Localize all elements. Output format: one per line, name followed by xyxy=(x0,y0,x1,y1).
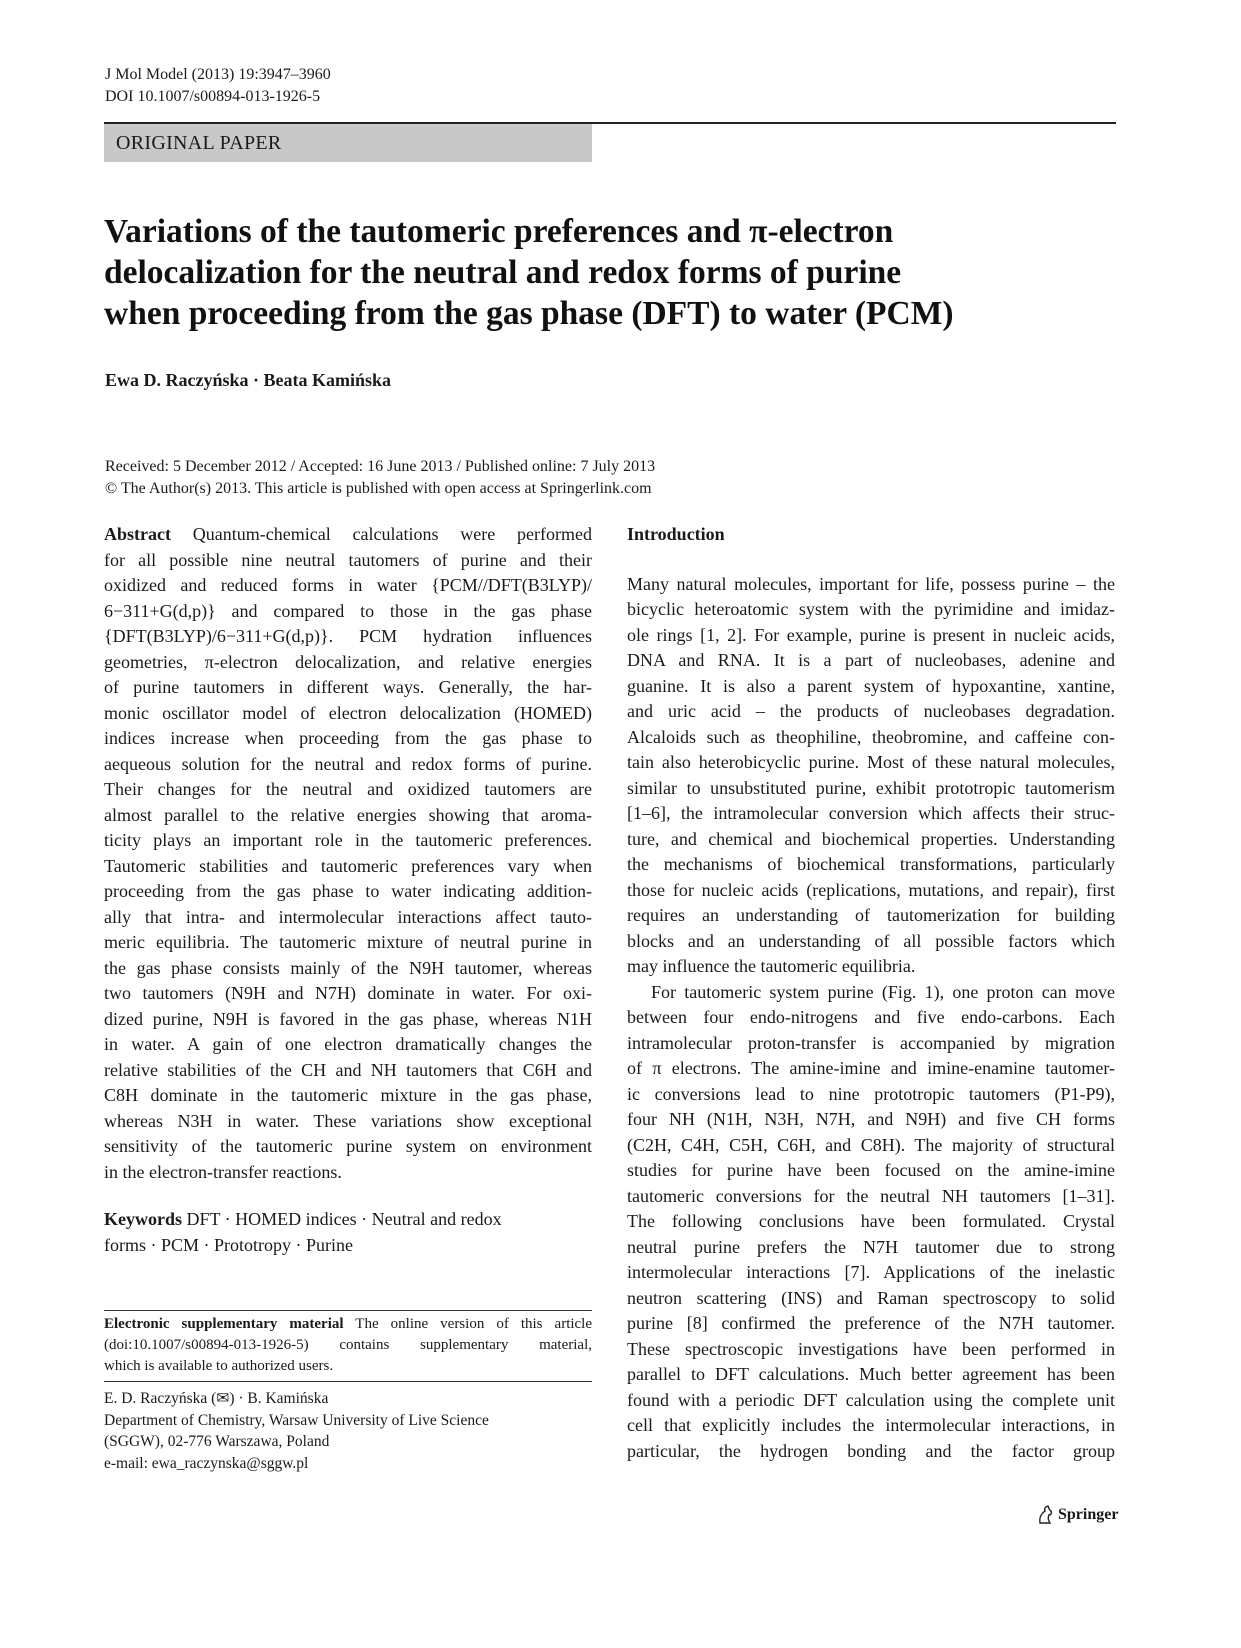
publisher-name: Springer xyxy=(1058,1506,1119,1523)
intro-line: The following conclusions have been formulated. Crystal xyxy=(627,1211,1115,1231)
abstract-line: geometries, π-electron delocalization, and relative energies xyxy=(104,651,592,672)
keywords-line: Keywords DFT · HOMED indices · Neutral and redox xyxy=(104,1209,502,1229)
journal-citation: J Mol Model (2013) 19:3947–3960 xyxy=(105,66,331,83)
title-line: delocalization for the neutral and redox forms of purine xyxy=(104,254,902,291)
keywords-heading: Keywords xyxy=(104,1209,182,1229)
abstract-line: dized purine, N9H is favored in the gas phase, whereas N1H xyxy=(104,1008,592,1029)
intro-line: similar to unsubstituted purine, exhibit prototropic tautomerism xyxy=(627,777,1115,798)
spacer xyxy=(627,548,1115,572)
title-line: when proceeding from the gas phase (DFT) to water (PCM) xyxy=(104,295,954,332)
keywords xyxy=(104,1207,592,1258)
intro-line: studies for purine have been focused on the amine-imine xyxy=(627,1160,1115,1180)
abstract-line: meric equilibria. The tautomeric mixture of neutral purine in xyxy=(104,932,592,952)
intro-line: guanine. It is also a parent system of hypoxantine, xantine, xyxy=(627,675,1115,696)
intro-line: between four endo-nitrogens and five endo-carbons. Each xyxy=(627,1007,1115,1027)
abstract-line: indices increase when proceeding from the gas phase to xyxy=(104,728,592,748)
title-line: Variations of the tautomeric preferences and π-electron xyxy=(104,213,894,250)
intro-line: particular, the hydrogen bonding and the factor group xyxy=(627,1440,1115,1461)
intro-line: those for nucleic acids (replications, mutations, and repair), first xyxy=(627,879,1115,900)
intro-line: of π electrons. The amine-imine and imine-enamine tautomer- xyxy=(627,1058,1115,1078)
intro-line: (C2H, C4H, C5H, C6H, and C8H). The majority of structural xyxy=(627,1134,1115,1155)
abstract-line: Abstract Quantum-chemical calculations were performed xyxy=(104,524,592,544)
date-history: Received: 5 December 2012 / Accepted: 16 June 2013 / Published online: 7 July 2013 xyxy=(105,458,656,475)
abstract-line: in the electron-transfer reactions. xyxy=(104,1161,342,1182)
journal-info xyxy=(105,64,331,108)
intro-line: For tautomeric system purine (Fig. 1), one proton can move xyxy=(651,981,1115,1002)
abstract-line: ally that intra- and intermolecular interactions affect tauto- xyxy=(104,906,592,927)
abstract-line: monic oscillator model of electron delocalization (HOMED) xyxy=(104,702,592,723)
intro-line: and uric acid – the products of nucleobases degradation. xyxy=(627,701,1115,721)
intro-line: neutral purine prefers the N7H tautomer due to strong xyxy=(627,1236,1115,1257)
abstract-line: for all possible nine neutral tautomers of purine and their xyxy=(104,549,592,570)
abstract-line: C8H dominate in the tautomeric mixture in the gas phase, xyxy=(104,1085,592,1105)
intro-line: the mechanisms of biochemical transformations, particularly xyxy=(627,854,1115,874)
left-column xyxy=(104,522,592,1258)
intro-line: may influence the tautomeric equilibria. xyxy=(627,956,916,976)
intro-line: tain also heterobicyclic purine. Most of these natural molecules, xyxy=(627,752,1115,772)
abstract-line: {DFT(B3LYP)/6−311+G(d,p)}. PCM hydration influences xyxy=(104,626,592,646)
right-column xyxy=(627,522,1115,1464)
abstract-heading: Abstract xyxy=(104,524,171,544)
intro-line: ic conversions lead to nine prototropic tautomers (P1-P9), xyxy=(627,1083,1115,1104)
copyright-line: © The Author(s) 2013. This article is published with open access at Springerlink.com xyxy=(105,480,652,497)
intro-line: requires an understanding of tautomerization for building xyxy=(627,905,1115,925)
intro-line: tautomeric conversions for the neutral NH tautomers [1–31]. xyxy=(627,1185,1115,1206)
abstract-line: the gas phase consists mainly of the N9H tautomer, whereas xyxy=(104,957,592,978)
publisher-logo xyxy=(1036,1505,1118,1525)
abstract-line: relative stabilities of the CH and NH tautomers that C6H and xyxy=(104,1059,592,1080)
paper-title xyxy=(104,211,1114,334)
intro-line: purine [8] confirmed the preference of the N7H tautomer. xyxy=(627,1313,1115,1333)
abstract-line: almost parallel to the relative energies showing that aroma- xyxy=(104,804,592,825)
abstract-line: Their changes for the neutral and oxidized tautomers are xyxy=(104,779,592,799)
abstract-line: in water. A gain of one electron dramatically changes the xyxy=(104,1034,592,1054)
intro-line: DNA and RNA. It is a part of nucleobases, adenine and xyxy=(627,650,1115,670)
intro-line: neutron scattering (INS) and Raman spectroscopy to solid xyxy=(627,1287,1115,1308)
intro-line: ole rings [1, 2]. For example, purine is present in nucleic acids, xyxy=(627,624,1115,645)
abstract-line: Tautomeric stabilities and tautomeric preferences vary when xyxy=(104,855,592,876)
keywords-line: forms · PCM · Prototropy · Purine xyxy=(104,1234,353,1255)
supplementary-material-note xyxy=(104,1314,592,1377)
abstract-line: of purine tautomers in different ways. Generally, the har- xyxy=(104,677,592,697)
intro-line: ture, and chemical and biochemical properties. Understanding xyxy=(627,828,1115,849)
author-affiliation xyxy=(104,1388,592,1474)
publication-dates xyxy=(105,456,655,500)
intro-line: blocks and an understanding of all possible factors which xyxy=(627,930,1115,951)
supplementary-line: which is available to authorized users. xyxy=(104,1358,334,1374)
intro-line: bicyclic heteroatomic system with the pyrimidine and imidaz- xyxy=(627,599,1115,619)
intro-line: [1–6], the intramolecular conversion which affects their struc- xyxy=(627,803,1115,823)
intro-line: cell that explicitly includes the intermolecular interactions, in xyxy=(627,1415,1115,1435)
supplementary-heading: Electronic supplementary material xyxy=(104,1316,344,1332)
abstract xyxy=(104,522,592,1185)
intro-line: intramolecular proton-transfer is accompanied by migration xyxy=(627,1032,1115,1053)
intro-line: These spectroscopic investigations have been performed in xyxy=(627,1338,1115,1359)
affiliation-address: (SGGW), 02-776 Warszawa, Poland xyxy=(104,1433,330,1450)
intro-line: Many natural molecules, important for life, possess purine – the xyxy=(627,573,1115,594)
abstract-line: 6−311+G(d,p)} and compared to those in the gas phase xyxy=(104,600,592,621)
abstract-line: oxidized and reduced forms in water {PCM//DFT(B3LYP)/ xyxy=(104,575,592,595)
affiliation-email[interactable]: e-mail: ewa_raczynska@sggw.pl xyxy=(104,1454,309,1472)
intro-line: Alcaloids such as theophiline, theobromine, and caffeine con- xyxy=(627,726,1115,747)
intro-line: intermolecular interactions [7]. Applications of the inelastic xyxy=(627,1262,1115,1282)
supplementary-line: Electronic supplementary material The online version of this article xyxy=(104,1316,593,1332)
authors: Ewa D. Raczyńska · Beata Kamińska xyxy=(105,370,392,390)
footnote-rule xyxy=(104,1381,592,1382)
introduction-body xyxy=(627,572,1115,1465)
journal-doi: DOI 10.1007/s00894-013-1926-5 xyxy=(105,88,321,105)
abstract-line: whereas N3H in water. These variations show exceptional xyxy=(104,1110,592,1131)
abstract-line: ticity plays an important role in the tautomeric preferences. xyxy=(104,830,592,850)
springer-horse-icon xyxy=(1036,1505,1054,1525)
abstract-line: proceeding from the gas phase to water indicating addition- xyxy=(104,881,592,901)
section-label: ORIGINAL PAPER xyxy=(104,124,592,162)
intro-line: four NH (N1H, N3H, N7H, and N9H) and five CH forms xyxy=(627,1109,1115,1129)
footnote-rule xyxy=(104,1310,592,1311)
abstract-line: aequeous solution for the neutral and redox forms of purine. xyxy=(104,753,592,774)
affiliation-department: Department of Chemistry, Warsaw University of Live Science xyxy=(104,1411,489,1429)
introduction-heading: Introduction xyxy=(627,524,725,544)
intro-line: parallel to DFT calculations. Much better agreement has been xyxy=(627,1364,1115,1384)
supplementary-line: (doi:10.1007/s00894-013-1926-5) contains supplementary material, xyxy=(104,1337,592,1353)
affiliation-names: E. D. Raczyńska (✉) · B. Kamińska xyxy=(104,1390,329,1407)
abstract-line: two tautomers (N9H and N7H) dominate in water. For oxi- xyxy=(104,983,592,1003)
abstract-line: sensitivity of the tautomeric purine system on environment xyxy=(104,1136,592,1156)
intro-line: found with a periodic DFT calculation using the complete unit xyxy=(627,1389,1115,1410)
